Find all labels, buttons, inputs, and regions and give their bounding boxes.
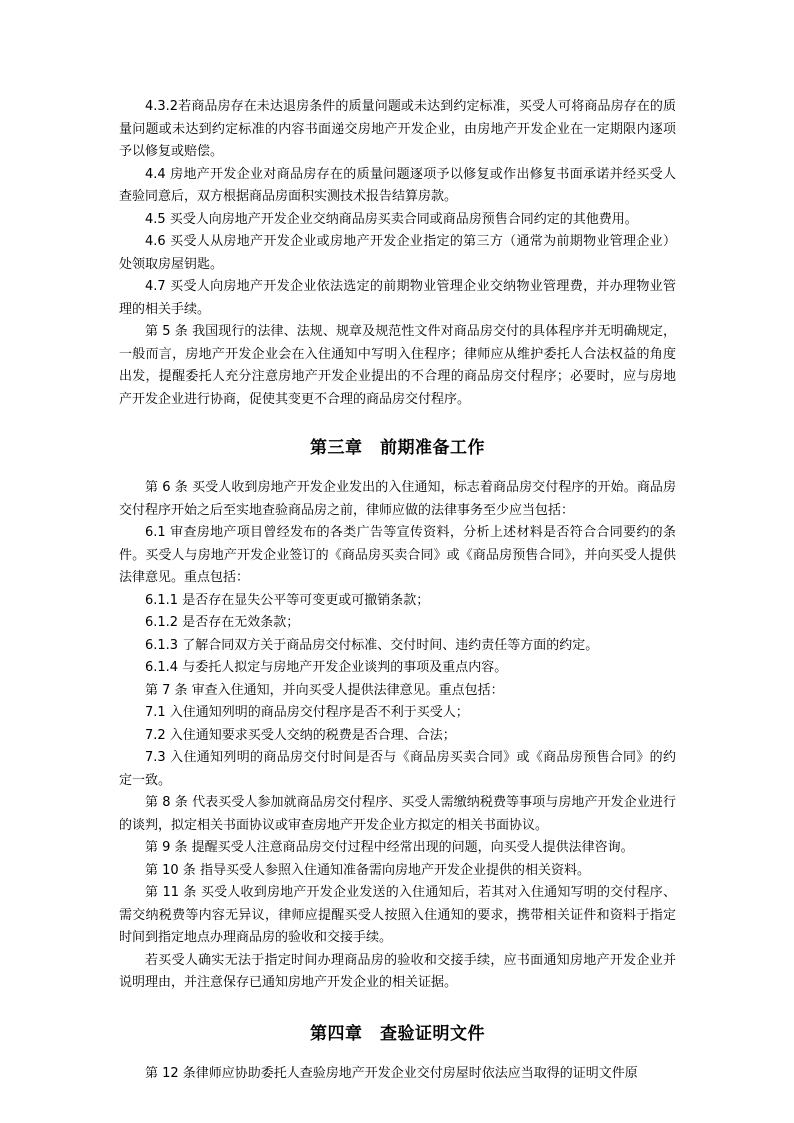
paragraph: 6.1.1 是否存在显失公平等可变更或可撤销条款；	[145, 592, 430, 608]
paragraph: 6.1.3 了解合同双方关于商品房交付标准、交付时间、违约责任等方面的约定。	[145, 637, 599, 653]
section-b	[119, 477, 676, 995]
paragraph: 第 6 条 买受人收到房地产开发企业发出的入住通知，标志着商品房交付程序的开始。商品房交付程序开始之后至实地查验商品房之前，律师应做的法律事务至少应当包括：	[119, 480, 676, 518]
paragraph: 6.1.2 是否存在无效条款；	[145, 615, 300, 630]
section-a	[119, 96, 676, 411]
paragraph: 第 12 条律师应协助委托人查验房地产开发企业交付房屋时依法应当取得的证明文件原	[145, 1065, 638, 1081]
paragraph: 若买受人确实无法于指定时间办理商品房的验收和交接手续，应书面通知房地产开发企业并说明理由，并注意保存已通知房地产开发企业的相关证据。	[119, 952, 676, 990]
paragraph: 第 11 条 买受人收到房地产开发企业发送的入住通知后，若其对入住通知写明的交付程序、需交纳税费等内容无异议，律师应提醒买受人按照入住通知的要求，携带相关证件和资料于指定时间到指定地点办理商品房的验收和交接手续。	[119, 885, 676, 945]
paragraph: 7.2 入住通知要求买受人交纳的税费是否合理、合法；	[145, 727, 456, 743]
chapter-4-heading: 第四章 查验证明文件	[310, 1023, 485, 1044]
document-page	[119, 96, 676, 1085]
paragraph: 6.1.4 与委托人拟定与房地产开发企业谈判的事项及重点内容。	[145, 660, 508, 675]
paragraph: 4.3.2若商品房存在未达退房条件的质量问题或未达到约定标准，买受人可将商品房存在的质量问题或未达到约定标准的内容书面递交房地产开发企业，由房地产开发企业在一定期限内逐项予以修复或赔偿。	[119, 99, 676, 159]
paragraph: 第 7 条 审查入住通知，并向买受人提供法律意见。重点包括：	[145, 682, 504, 698]
paragraph: 4.4 房地产开发企业对商品房存在的质量问题逐项予以修复或作出修复书面承诺并经买受人查验同意后，双方根据商品房面积实测技术报告结算房款。	[119, 166, 676, 204]
section-c	[119, 1063, 676, 1086]
paragraph: 7.3 入住通知列明的商品房交付时间是否与《商品房买卖合同》或《商品房预售合同》的约定一致。	[119, 750, 676, 788]
chapter-3-heading: 第三章 前期准备工作	[310, 438, 485, 458]
paragraph: 7.1 入住通知列明的商品房交付程序是否不利于买受人；	[145, 705, 469, 720]
paragraph: 第 8 条 代表买受人参加就商品房交付程序、买受人需缴纳税费等事项与房地产开发企业进行的谈判，拟定相关书面协议或审查房地产开发企业方拟定的相关书面协议。	[119, 795, 676, 833]
paragraph: 6.1 审查房地产项目曾经发布的各类广告等宣传资料，分析上述材料是否符合合同要约的条件。买受人与房地产开发企业签订的《商品房买卖合同》或《商品房预售合同》，并向买受人提供法律意见。重点包括：	[119, 525, 676, 585]
paragraph: 第 10 条 指导买受人参照入住通知准备需向房地产开发企业提供的相关资料。	[145, 862, 590, 878]
paragraph: 4.5 买受人向房地产开发企业交纳商品房买卖合同或商品房预售合同约定的其他费用。	[145, 211, 638, 227]
paragraph: 第 9 条 提醒买受人注意商品房交付过程中经常出现的问题，向买受人提供法律咨询。	[145, 840, 634, 855]
paragraph: 第 5 条 我国现行的法律、法规、规章及规范性文件对商品房交付的具体程序并无明确规定，一般而言，房地产开发企业会在入住通知中写明入住程序；律师应从维护委托人合法权益的角度出发，提醒委托人充分注意房地产开发企业提出的不合理的商品房交付程序；必要时，应与房地产开发企业进行协商，促使其变更不合理的商品房交付程序。	[119, 324, 676, 407]
paragraph: 4.7 买受人向房地产开发企业依法选定的前期物业管理企业交纳物业管理费，并办理物业管理的相关手续。	[119, 279, 676, 317]
paragraph: 4.6 买受人从房地产开发企业或房地产开发企业指定的第三方（通常为前期物业管理企业）处领取房屋钥匙。	[119, 234, 676, 272]
